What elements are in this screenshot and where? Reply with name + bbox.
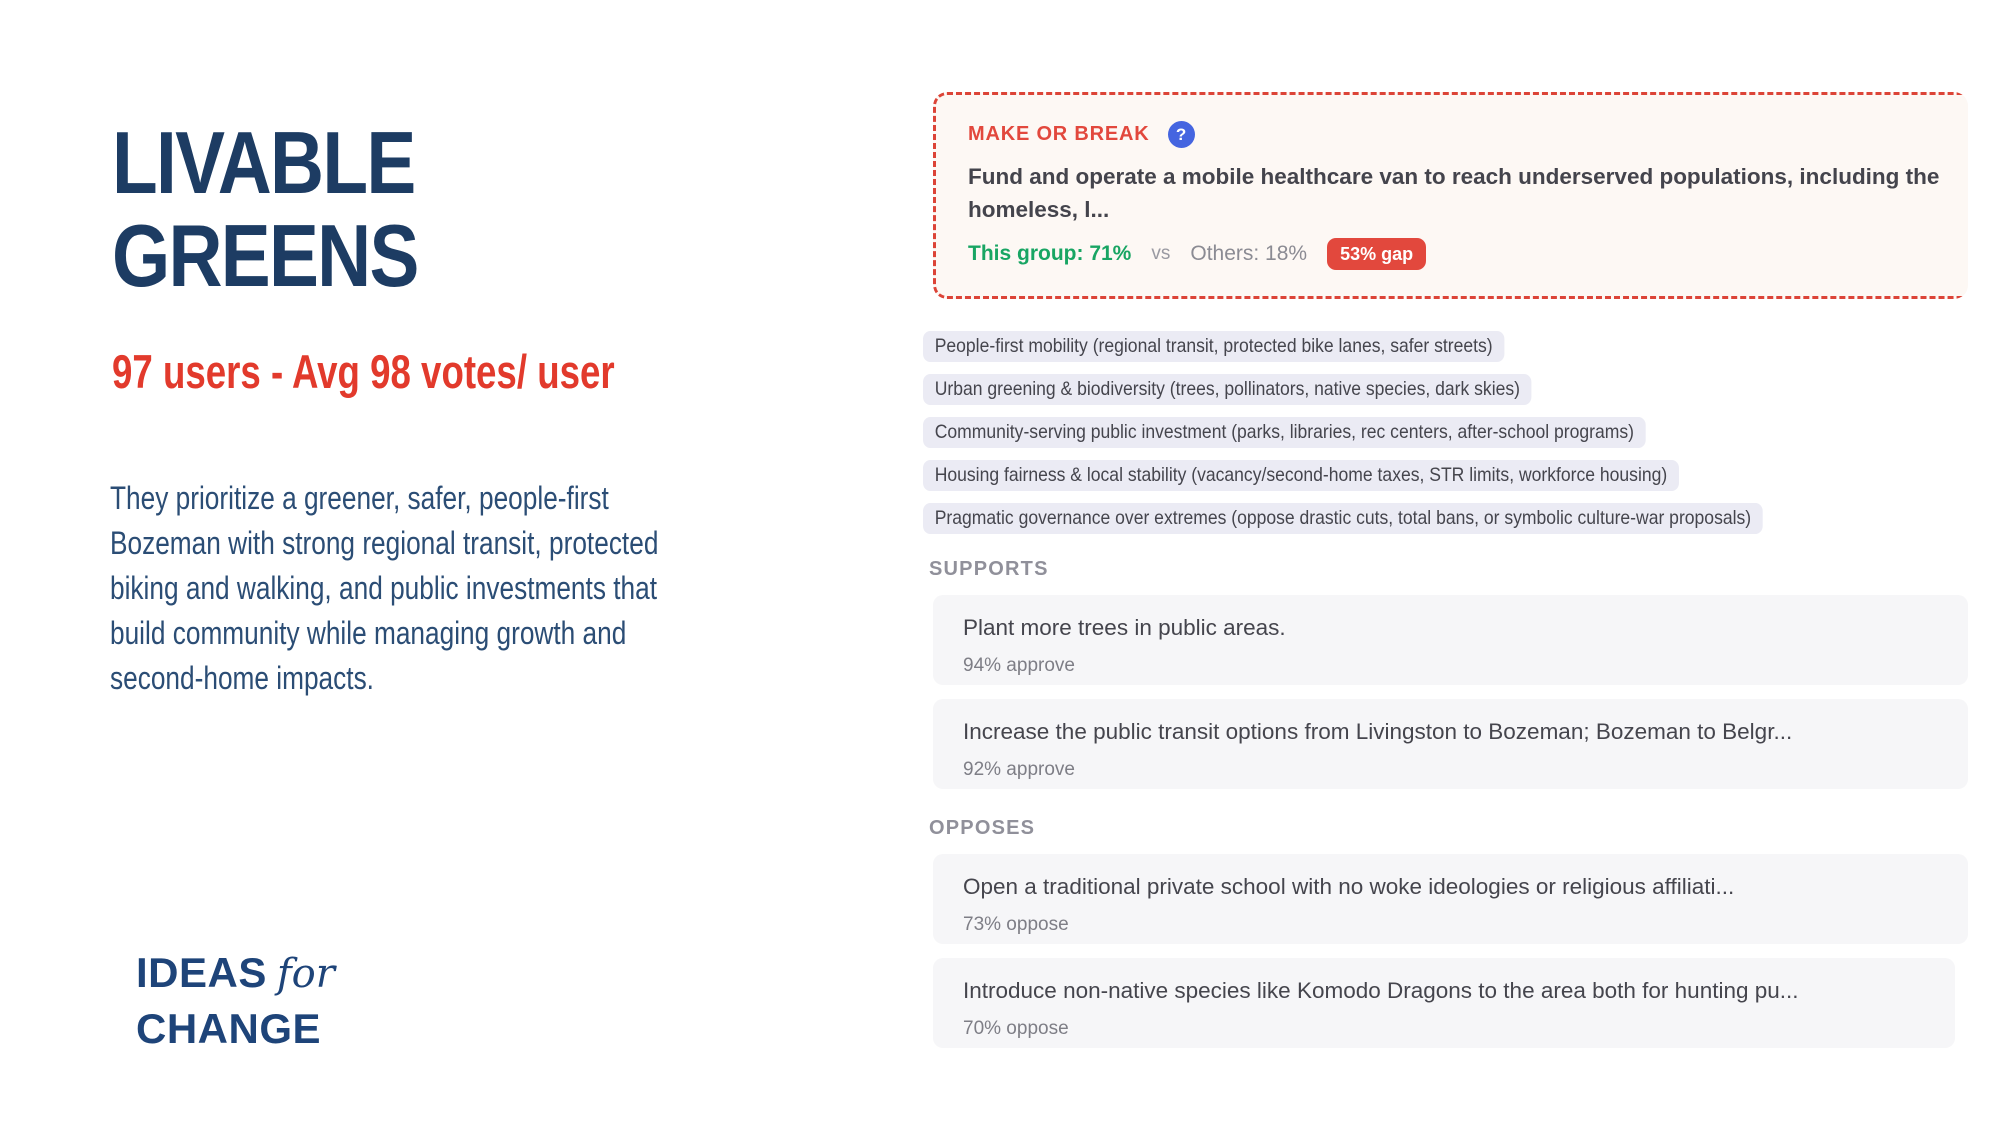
make-or-break-stats [968,238,1955,270]
support-item-stat: 94% approve [963,655,1075,676]
tag-list [923,331,1864,534]
make-or-break-header [968,121,1955,148]
oppose-item[interactable] [933,958,1955,1048]
oppose-item-stat: 73% oppose [963,914,1069,935]
make-or-break-label: MAKE OR BREAK [968,123,1150,145]
support-item[interactable] [933,699,1968,789]
support-item-stat: 92% approve [963,759,1075,780]
help-icon[interactable]: ? [1168,121,1195,148]
logo-word-ideas: IDEAS [136,949,267,996]
support-item-title: Plant more trees in public areas. [963,616,1286,640]
this-group-stat: This group: 71% [968,242,1132,265]
page-title [112,113,418,305]
oppose-item-stat: 70% oppose [963,1018,1069,1039]
tag-pill[interactable]: Urban greening & biodiversity (trees, pollinators, native species, dark skies) [923,374,1532,405]
oppose-item-title: Introduce non-native species like Komodo Dragons to the area both for hunting pu... [963,979,1799,1003]
opposes-section-header: OPPOSES [929,817,1036,839]
make-or-break-card-inner [933,92,1968,299]
supports-section-header: SUPPORTS [929,558,1049,580]
gap-badge: 53% gap [1327,238,1426,270]
tag-pill[interactable]: People-first mobility (regional transit, protected bike lanes, safer streets) [923,331,1504,362]
group-detail-panel [923,92,1968,1062]
support-item[interactable] [933,595,1968,685]
make-or-break-statement: Fund and operate a mobile healthcare van to reach underserved populations, including the homeless, l... [968,164,1940,222]
page-title-line1: LIVABLE [112,113,415,212]
others-stat: Others: 18% [1190,242,1308,265]
brand-logo [136,950,335,1052]
logo-line1 [136,950,335,1006]
support-item-title: Increase the public transit options from Livingston to Bozeman; Bozeman to Belgr... [963,720,1793,744]
group-stats-line: 97 users - Avg 98 votes/ user [112,345,615,398]
tag-pill[interactable]: Housing fairness & local stability (vacancy/second-home taxes, STR limits, workforce housing) [923,460,1679,491]
tag-pill[interactable]: Community-serving public investment (parks, libraries, rec centers, after-school programs) [923,417,1646,448]
oppose-item[interactable] [933,854,1968,944]
vs-label: vs [1151,243,1171,264]
oppose-item-title: Open a traditional private school with no woke ideologies or religious affiliati... [963,875,1735,899]
make-or-break-card [933,92,1968,299]
logo-word-change: CHANGE [136,1005,322,1052]
group-description: They prioritize a greener, safer, people-first Bozeman with strong regional transit, protected biking and walking, and public investments that build community while managing growth and second-home impacts. [110,480,659,696]
page-title-line2: GREENS [112,206,418,305]
tag-pill[interactable]: Pragmatic governance over extremes (oppose drastic cuts, total bans, or symbolic culture-war proposals) [923,503,1763,534]
logo-word-for: for [276,951,335,997]
